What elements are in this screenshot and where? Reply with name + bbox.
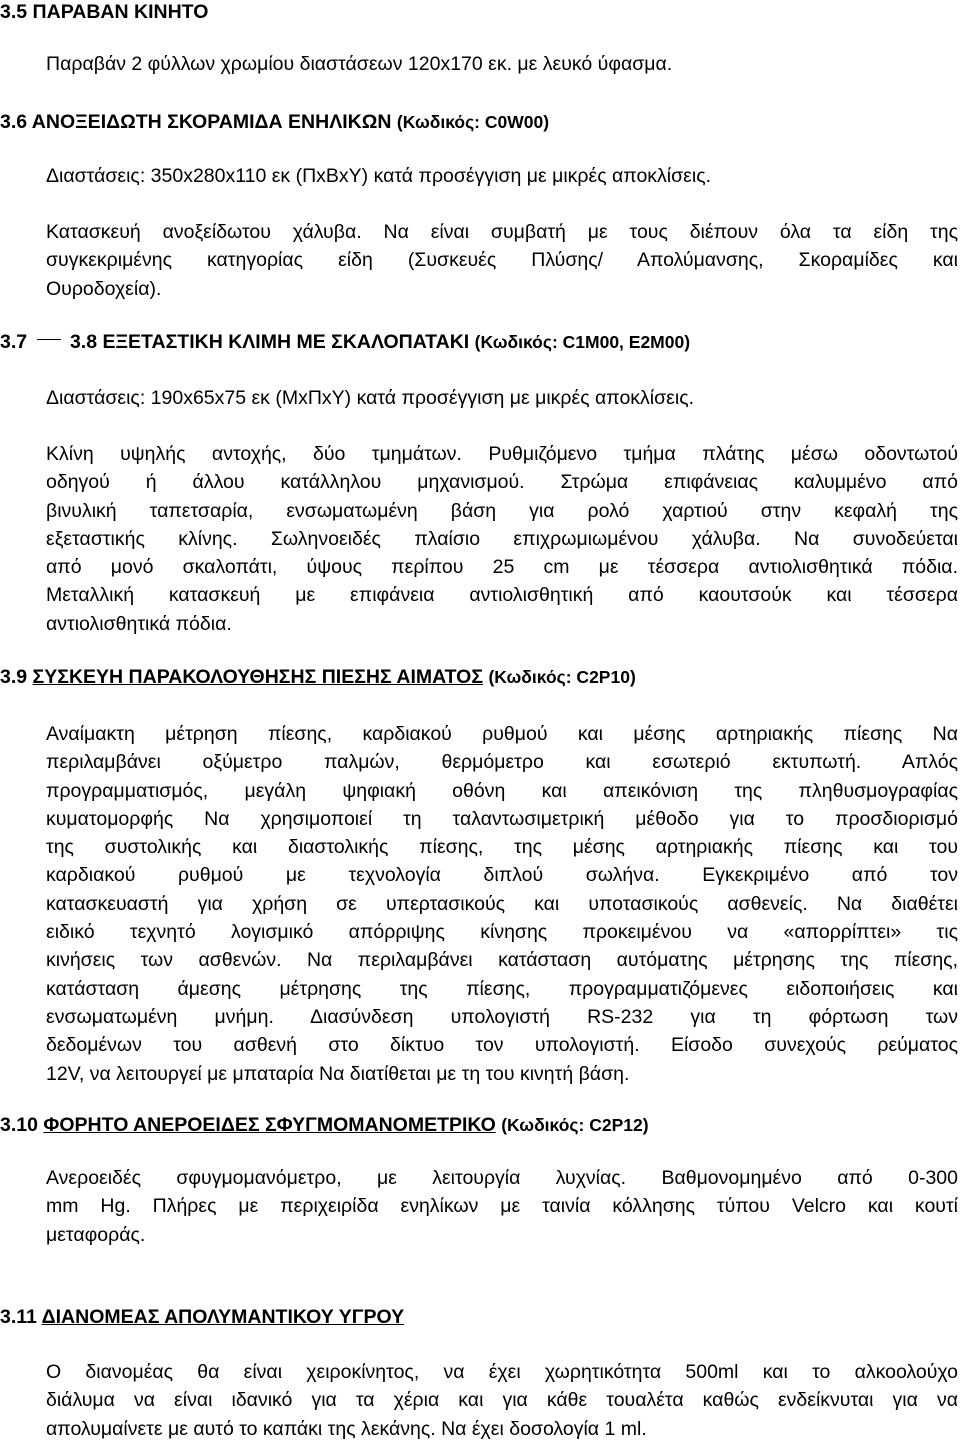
section-3-9-line-10: κατάσταση άμεσης μέτρησης της πίεσης, προγραμματιζόμενες ειδοποιήσεις και	[46, 977, 958, 1000]
section-3-9-line-1: Αναίμακτη μέτρηση πίεσης, καρδιακού ρυθμού και μέσης αρτηριακής πίεσης Να	[46, 723, 958, 745]
section-3-11-number: 3.11	[0, 1306, 37, 1328]
section-3-10-line-2: mm Hg. Πλήρες με περιχειρίδα ενηλίκων με ταινία κόλλησης τύπου Velcro και κουτί	[46, 1195, 958, 1218]
section-3-10-line-1: Ανεροειδές σφυγμομανόμετρο, με λειτουργία λυχνίας. Βαθμονομημένο από 0-300	[46, 1167, 958, 1189]
section-3-9-number: 3.9	[0, 666, 28, 688]
section-3-5-text: Παραβάν 2 φύλλων χρωμίου διαστάσεων 120x170 εκ. με λευκό ύφασμα.	[46, 53, 673, 75]
section-3-10-line-3: μεταφοράς.	[46, 1223, 146, 1246]
section-3-8-code: (Κωδικός: C1M00, E2M00)	[474, 332, 691, 352]
section-3-11-heading	[0, 1303, 404, 1331]
section-3-9-line-8: ειδικό τεχνητό λογισμικό απόρριψης κίνησης προκειμένου να «απορρίπτει» τις	[46, 921, 958, 944]
section-3-10-paragraph	[46, 1164, 958, 1249]
section-3-8-heading-text: 3.8 ΕΞΕΤΑΣΤΙΚΗ ΚΛΙΜΗ ΜΕ ΣΚΑΛΟΠΑΤΑΚΙ	[69, 331, 470, 353]
section-3-6-dimensions: Διαστάσεις: 350x280x110 εκ (ΠxBxY) κατά προσέγγιση με μικρές αποκλίσεις.	[46, 165, 712, 187]
section-3-11-heading-text: ΔΙΑΝΟΜΕΑΣ ΑΠΟΛΥΜΑΝΤΙΚΟΥ ΥΓΡΟΥ	[41, 1306, 405, 1328]
section-3-8-line-1: Κλίνη υψηλής αντοχής, δύο τμημάτων. Ρυθμιζόμενο τμήμα πλάτης μέσω οδοντωτού	[46, 443, 958, 465]
section-dash-divider	[37, 339, 61, 340]
section-3-11-line-1: Ο διανομέας θα είναι χειροκίνητος, να έχει χωρητικότητα 500ml και το αλκοολούχο	[46, 1361, 958, 1383]
section-3-9-line-2: περιλαμβάνει οξύμετρο παλμών, θερμόμετρο και εσωτεριό εκτυπωτή. Απλός	[46, 751, 958, 774]
section-3-8-line-5: από μονό σκαλοπάτι, ύψους περίπου 25 cm με τέσσερα αντιολισθητικά πόδια.	[46, 556, 958, 579]
section-3-9-line-7: κατασκευαστή για χρήση σε υπερτασικούς και υποτασικούς ασθενείς. Να διαθέτει	[46, 892, 958, 915]
section-3-8-line-4: εξεταστικής κλίνης. Σωληνοειδές πλαίσιο επιχρωμιωμένου χάλυβα. Να συνοδεύεται	[46, 527, 958, 550]
section-3-9-line-13: 12V, να λειτουργεί με μπαταρία Να διατίθεται με τη του κινητή βάση.	[46, 1062, 630, 1085]
section-3-6-line-2: συγκεκριμένης κατηγορίας είδη (Συσκευές Πλύσης/ Απολύμανσης, Σκοραμίδες και	[46, 249, 958, 272]
section-3-8-paragraph	[46, 440, 958, 638]
section-3-11-paragraph	[46, 1358, 958, 1443]
section-3-11-line-3: απολυμαίνετε με αυτό το καπάκι της λεκάνης. Να έχει δοσολογία 1 ml.	[46, 1417, 647, 1440]
section-3-9-line-4: κυματομορφής Να χρησιμοποιεί τη ταλαντωσιμετρική μέθοδο για το προσδιορισμό	[46, 807, 958, 830]
section-3-9-line-6: καρδιακού ρυθμού με τεχνολογία διπλού σωλήνα. Εγκεκριμένο από τον	[46, 864, 958, 887]
section-3-6-line-3: Ουροδοχεία).	[46, 277, 162, 300]
section-3-9-heading-text: ΣΥΣΚΕΥΗ ΠΑΡΑΚΟΛΟΥΘΗΣΗΣ ΠΙΕΣΗΣ ΑΙΜΑΤΟΣ	[32, 666, 484, 688]
section-3-6-heading-text: 3.6 ΑΝΟΞΕΙΔΩΤΗ ΣΚΟΡΑΜΙΔΑ ΕΝΗΛΙΚΩΝ	[0, 111, 392, 133]
section-3-9-paragraph	[46, 720, 958, 1088]
section-3-9-line-12: δεδομένων του ασθενή στο δίκτυο τον υπολογιστή. Είσοδο συνεχούς ρεύματος	[46, 1034, 958, 1057]
section-3-8-line-2: οδηγού ή άλλου κατάλληλου μηχανισμού. Στρώμα επιφάνειας καλυμμένο από	[46, 471, 958, 494]
section-3-5-heading-text: 3.5 ΠΑΡΑΒΑΝ ΚΙΝΗΤΟ	[0, 1, 209, 23]
section-3-8-line-6: Μεταλλική κατασκευή με επιφάνεια αντιολισθητική από καουτσούκ και τέσσερα	[46, 584, 958, 607]
section-3-10-code: (Κωδικός: C2P12)	[501, 1115, 649, 1135]
section-3-9-line-5: της συστολικής και διαστολικής πίεσης, της μέσης αρτηριακής πίεσης και του	[46, 836, 958, 859]
section-3-9-code: (Κωδικός: C2P10)	[488, 667, 636, 687]
section-3-6-line-1: Κατασκευή ανοξείδωτου χάλυβα. Να είναι συμβατή με τους διέπουν όλα τα είδη της	[46, 221, 958, 243]
section-3-6-code: (Κωδικός: C0W00)	[396, 112, 550, 132]
section-3-5-heading	[0, 0, 208, 26]
section-3-8-line-3: βινυλική ταπετσαρία, ενσωματωμένη βάση για ρολό χαρτιού στην κεφαλή της	[46, 499, 958, 522]
section-3-10-number: 3.10	[0, 1114, 38, 1136]
section-3-8-dimensions: Διαστάσεις: 190x65x75 εκ (ΜxΠxΥ) κατά προσέγγιση με μικρές αποκλίσεις.	[46, 387, 695, 409]
section-3-10-heading	[0, 1111, 649, 1139]
section-3-9-line-9: κινήσεις των ασθενών. Να περιλαμβάνει κατάσταση αυτόματης μέτρησης της πίεσης,	[46, 949, 958, 972]
section-3-11-line-2: διάλυμα να είναι ιδανικό για τα χέρια και για κάθε τουαλέτα καθώς ενδείκνυται για να	[46, 1389, 958, 1412]
section-3-9-heading	[0, 663, 636, 691]
section-3-6-paragraph	[46, 218, 958, 303]
section-3-9-line-3: προγραμματισμός, μεγάλη ψηφιακή οθόνη και απεικόνιση της πληθυσμογραφίας	[46, 779, 958, 802]
section-3-9-line-11: ενσωματωμένη μνήμη. Διασύνδεση υπολογιστή RS-232 για τη φόρτωση των	[46, 1005, 958, 1028]
section-3-10-heading-text: ΦΟΡΗΤΟ ΑΝΕΡΟΕΙΔΕΣ ΣΦΥΓΜΟΜΑΝΟΜΕΤΡΙΚΟ	[43, 1114, 496, 1136]
section-3-7-number: 3.7	[0, 331, 28, 353]
section-3-8-heading	[0, 328, 690, 356]
section-3-8-line-7: αντιολισθητικά πόδια.	[46, 612, 232, 635]
section-3-6-heading	[0, 108, 549, 136]
